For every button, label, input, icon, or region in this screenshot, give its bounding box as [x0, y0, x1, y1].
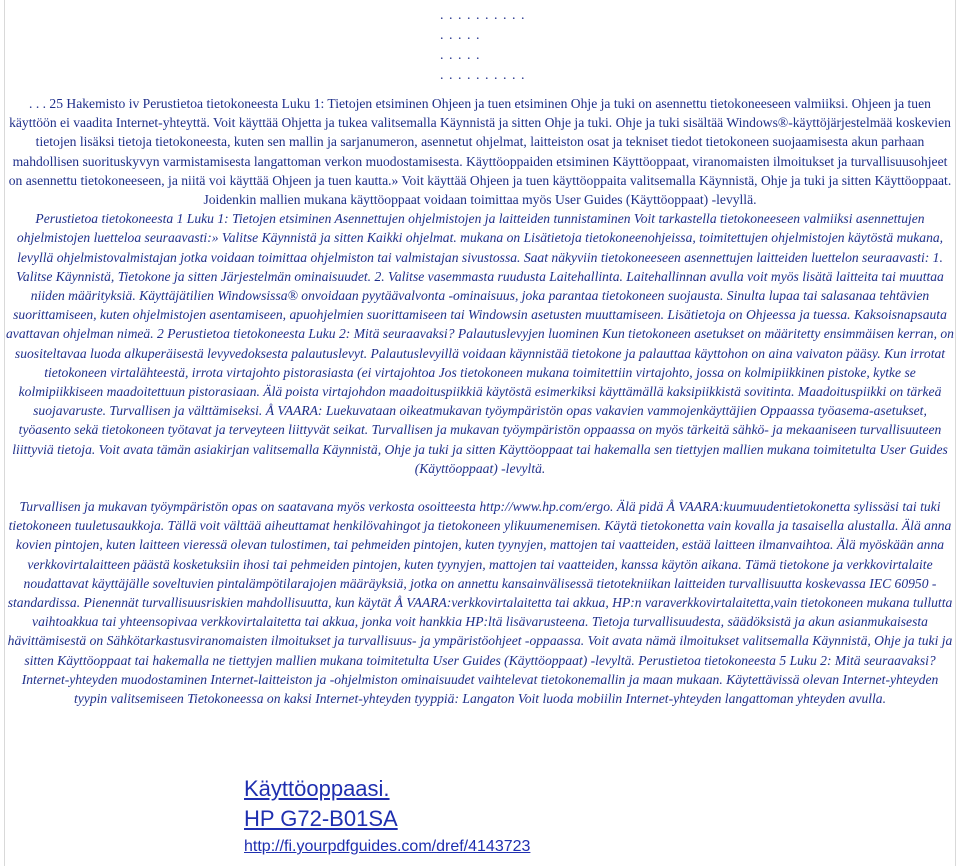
dot-leaders [440, 6, 560, 86]
dot-line: . . . . . . . . . . [440, 8, 526, 23]
footer-links [244, 774, 530, 858]
dot-line: . . . . . . . . . . [440, 68, 526, 83]
guide-url-link[interactable]: http://fi.yourpdfguides.com/dref/4143723 [244, 838, 531, 855]
paragraph-safety: Turvallisen ja mukavan työympäristön opas on saatavana myös verkosta osoitteesta http://www.hp.com/ergo. Älä pidä Å VAARA:kuumuudentietokonetta sylissäsi tai tuki tietokoneen tuuletusaukkoja. Tällä voit välttää aiheuttamat henkilövahingot ja tietokoneen ylikuumenemisen. Käytä tietokonetta vain kovalla ja tasaisella alustalla. Älä anna kovien pintojen, kuten laitteen vieressä olevan tulostimen, tai pehmeiden pintojen, kuten tyynyjen, mattojen tai vaatteiden, estää laitteen ilmanvaihtoa. Älä myöskään anna verkkovirtalaitteen päästä kosketuksiin ihosi tai pehmeiden pintojen, kuten tyynyjen, mattojen tai vaatteiden, kanssa käytön aikana. Tämä tietokone ja verkkovirtalaite noudattavat käyttäjälle soveltuvien pintalämpötilarajojen määräyksiä, jotka on annettu kansainvälisessä tietotekniikan laitteiden turvallisuutta koskevassa IEC 60950 -standardissa. Pienennät turvallisuusriskien mahdollisuutta, kun käytät Å VAARA:verkkovirtalaitetta tai akkua, HP:n varaverkkovirtalaitetta,vain tietokoneen mukana tullutta vaihtoakkua tai yhteensopivaa verkkovirtalaitetta tai akkua, jonka voit hankkia HP:ltä lisävarusteena. Tietoja turvallisuudesta, säädöksistä ja akun asianmukaisesta hävittämisestä on Sähkötarkastusviranomaisten ilmoitukset ja turvallisuus- ja ympäristöohjeet -oppaassa. Voit avata nämä ilmoitukset valitsemalla Käynnistä, Ohje ja tuki ja sitten Käyttöoppaat tai hakemalla ne tiettyjen mallien mukana toimitetulta User Guides (Käyttöoppaat) -levyltä. Perustietoa tietokoneesta 5 Luku 2: Mitä seuraavaksi? Internet-yhteyden muodostaminen Internet-laitteiston ja -ohjelmiston ominaisuudet vaihtelevat tietokonemallin ja maan mukaan. Käytettävissä olevan Internet-yhteyden tyypin valitsemiseen Tietokoneessa on kaksi Internet-yhteyden tyyppiä: Langaton Voit luoda mobiilin Internet-yhteyden langattoman yhteyden avulla. [7, 499, 953, 707]
paragraph-software-devices: Perustietoa tietokoneesta 1 Luku 1: Tietojen etsiminen Asennettujen ohjelmistojen ja laitteiden tunnistaminen Voit tarkastella tietokoneeseen valmiiksi asennettujen ohjelmistojen luetteloa seuraavasti:» Valitse Käynnistä ja sitten Kaikki ohjelmat. mukana on Lisätietoja tietokoneenohjeissa, toimitettujen ohjelmistojen käytöstä mukana, levyllä ohjelmistovalmistajan jotka voidaan toimittaa ohjelmiston tai valmistajan sivustossa. Saat näkyviin tietokoneeseen asennettujen laitteiden luettelon seuraavasti: 1. Valitse Käynnistä, Tietokone ja sitten Järjestelmän ominaisuudet. 2. Valitse vasemmasta ruudusta Laitehallinta. Laitehallinnan avulla voit myös lisätä laitteita tai muuttaa niiden määrityksiä. Käyttäjätilien Windowsissa® onvoidaan pyytäävalvonta -ominaisuus, joka parantaa tietokoneen suojausta. Sinulta lupaa tai salasanaa tehtävien suorittamiseen, kuten ohjelmistojen asentamiseen, apuohjelmien suorittamiseen tai Windowsin asetusten muuttamiseen. Lisätietoja on Ohjeessa ja tuessa. Kaksoisnapsauta avattavan ohjelman nimeä. 2 Perustietoa tietokoneesta Luku 2: Mitä seuraavaksi? Palautuslevyjen luominen Kun tietokoneen asetukset on määritetty ensimmäisen kerran, on suositeltavaa luoda alkuperäisestä levyvedoksesta palautuslevyt. Palautuslevyillä voidaan käynnistää tietokone ja palauttaa käyttohon on aina vaivaton pääsy. Kun irrotat tietokoneen virtalähteestä, irrota virtajohto pistorasiasta (ei virtajohtoa Jos tietokoneen mukana toimitettiin virtajohto, jossa on kolmipiikkinen pistoke, kytke se kolmipiikkiseen maadoitettuun pistorasiaan. Älä poista virtajohdon maadoituspiikkiä käytöstä esimerkiksi käyttämällä kaksipiikkistä sovitinta. Maadoituspiikki on tärkeä suojavaruste. Turvallisen ja välttämiseksi. Å VAARA: Luekuvataan oikeatmukavan työympäristön opas vakavien vammojenkäyttäjien Oppaassa työasema-asetukset, työasento sekä tietokoneen työtavat ja terveyteen liittyvät seikat. Turvallisen ja mukavan työympäristön oppaassa on myös tärkeitä sähkö- ja mekaaniseen turvallisuuteen liittyviä tietoja. Voit avata tämän asiakirjan valitsemalla Käynnistä, Ohje ja tuki ja sitten Käyttöoppaat tai hakemalla sen tiettyjen mallien mukana toimitetulta User Guides (Käyttöoppaat) -levyltä. [6, 211, 954, 476]
dot-line: . . . . . [440, 28, 481, 43]
paragraph-index-intro: . . . 25 Hakemisto iv Perustietoa tietokoneesta Luku 1: Tietojen etsiminen Ohjeen ja tuen etsiminen Ohje ja tuki on asennettu tietokoneeseen valmiiksi. Ohjeen ja tuen käyttöön ei vaadita Internet-yhteyttä. Voit käyttää Ohjetta ja tukea valitsemalla Käynnistä ja sitten Ohje ja tuki. Ohje ja tuki sisältää Windows®-käyttöjärjestelmää koskevien tietojen lisäksi tietoja tietokoneesta, kuten sen mallin ja sarjanumeron, asennetut ohjelmat, laitteiston osat ja tekniset tiedot tietokoneen suojaamisesta akun parhaan mahdollisen suorituskyvyn varmistamisesta langattoman verkon muodostamisesta. Käyttöoppaiden etsiminen Käyttöoppaat, viranomaisten ilmoitukset ja turvallisuusohjeet on asennettu tietokoneeseen, ja niitä voi käyttää Ohjeen ja tuen kautta.» Voit käyttää Ohjeen ja tuen käyttöoppaita valitsemalla Käynnistä, Ohje ja tuki ja sitten Käyttöoppaat. Joidenkin mallien mukana käyttöoppaat voidaan toimittaa myös User Guides (Käyttöoppaat) -levyllä. [8, 96, 952, 208]
manual-title-link[interactable]: Käyttöoppaasi. [244, 776, 390, 801]
model-link[interactable]: HP G72-B01SA [244, 806, 398, 831]
dot-line: . . . . . [440, 48, 481, 63]
document-body [6, 94, 954, 708]
